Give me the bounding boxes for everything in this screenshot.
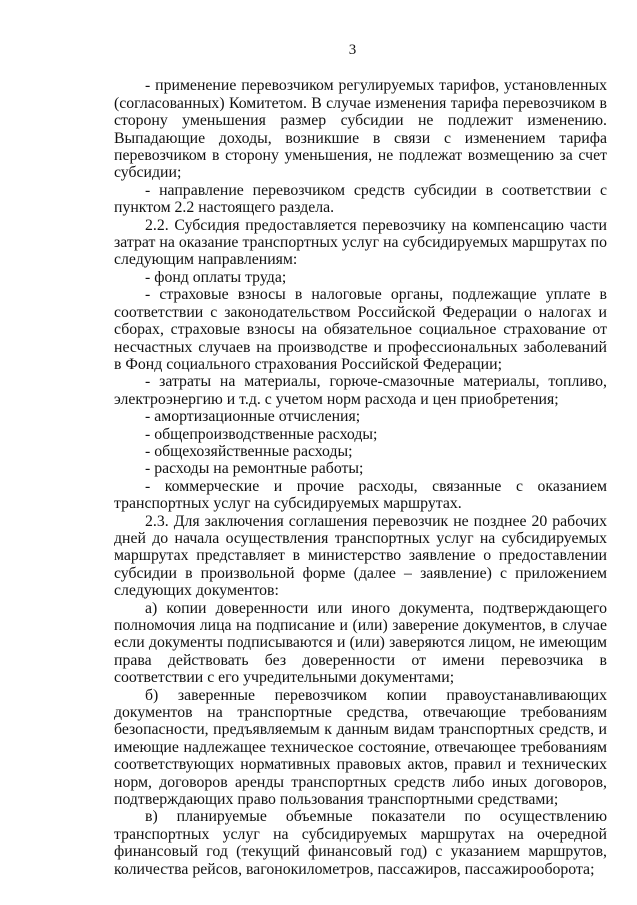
list-item-a: а) копии доверенности или иного документа, подтверждающего полномочия лица на подписание и (или) заверение документов, в случае если документы подписываются и (или) заверяются лицом, не имеющим права действовать без доверенности от имени перевозчика в соответствии с его учредительными документами; (114, 599, 607, 687)
paragraph-subsidy-direction: - направление перевозчиком средств субсидии в соответствии с пунктом 2.2 настоящего раздела. (114, 181, 607, 217)
paragraph-section-2-3: 2.3. Для заключения соглашения перевозчик не позднее 20 рабочих дней до начала осуществления транспортных услуг на субсидируемых маршрутах представляет в министерство заявление о предоставлении субсидии в произвольной форме (далее – заявление) с приложением следующих документов: (114, 512, 607, 600)
list-item-commercial-costs: - коммерческие и прочие расходы, связанные с оказанием транспортных услуг на субсидируемых маршрутах. (114, 477, 607, 513)
page-number: 3 (348, 42, 357, 58)
list-item-repair-costs: - расходы на ремонтные работы; (145, 460, 364, 478)
paragraph-section-2-2: 2.2. Субсидия предоставляется перевозчику на компенсацию части затрат на оказание транспортных услуг на субсидируемых маршрутах по следующим направлениям: (114, 216, 607, 269)
list-item-b: б) заверенные перевозчиком копии правоустанавливающих документов на транспортные средства, отвечающие требованиям безопасности, предъявляемым к данным видам транспортных средств, и имеющие надлежащее техническое состояние, отвечающее требованиям соответствующих нормативных правовых актов, правил и технических норм, договоров аренды транспортных средств либо иных договоров, подтверждающих право пользования транспортными средствами; (114, 686, 607, 809)
list-item-production-costs: - общепроизводственные расходы; (145, 425, 378, 443)
list-item-depreciation: - амортизационные отчисления; (145, 408, 361, 426)
list-item-payroll: - фонд оплаты труда; (145, 268, 287, 286)
list-item-overhead-costs: - общехозяйственные расходы; (145, 442, 353, 460)
list-item-insurance: - страховые взносы в налоговые органы, подлежащие уплате в соответствии с законодательством Российской Федерации о налогах и сборах, страховые взносы на обязательное социальное страхование от несчастных случаев на производстве и профессиональных заболеваний в Фонд социального страхования Российской Федерации; (114, 286, 607, 373)
paragraph-tariffs: - применение перевозчиком регулируемых тарифов, установленных (согласованных) Комитетом. В случае изменения тарифа перевозчиком в сторону уменьшения размер субсидии не подлежит изменению. Выпадающие доходы, возникшие в связи с изменением тарифа перевозчиком в сторону уменьшения, не подлежат возмещению за счет субсидии; (114, 77, 607, 182)
list-item-materials: - затраты на материалы, горюче-смазочные материалы, топливо, электроэнергию и т.д. с учетом норм расхода и цен приобретения; (114, 373, 607, 408)
list-item-c: в) планируемые объемные показатели по осуществлению транспортных услуг на субсидируемых маршрутах на очередной финансовый год (текущий финансовый год) с указанием маршрутов, количества рейсов, вагонокилометров, пассажиров, пассажирооборота; (114, 808, 607, 878)
